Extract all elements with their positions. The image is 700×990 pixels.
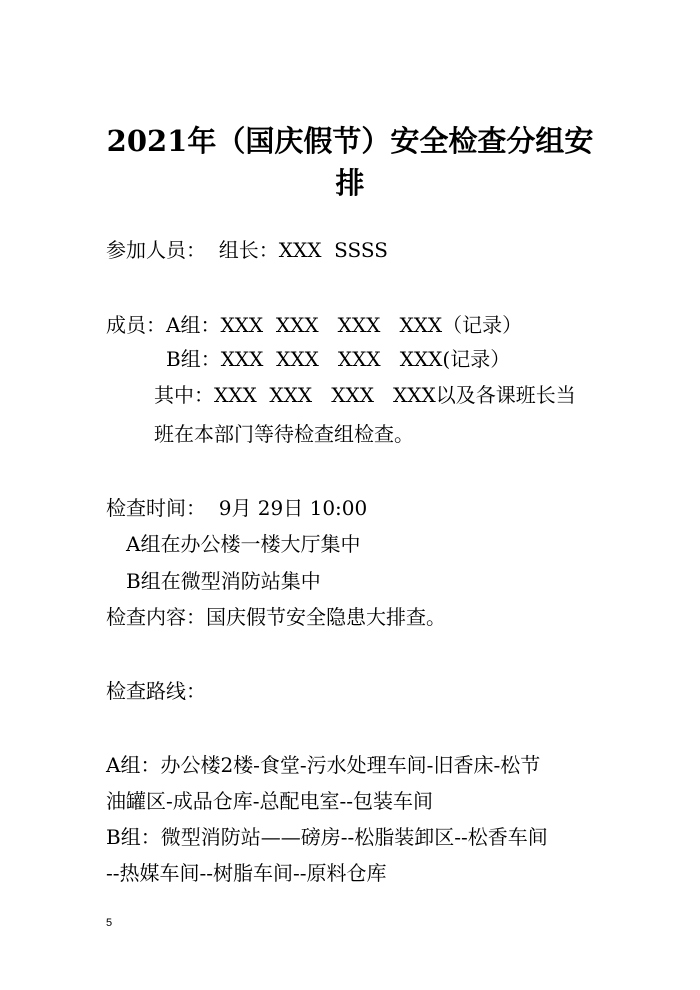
among-line-1: 其中：XXX XXX XXX XXX以及各课班长当 <box>154 383 576 407</box>
route-heading: 检查路线： <box>106 679 206 703</box>
document-title-line-2: 排 <box>335 166 365 200</box>
members-group-a: 成员：A组：XXX XXX XXX XXX（记录） <box>106 313 523 337</box>
route-a-line-2: 油罐区-成品仓库-总配电室--包装车间 <box>106 789 434 813</box>
inspection-time: 检查时间： 9月 29日 10:00 <box>106 496 368 520</box>
group-a-gathering: A组在办公楼一楼大厅集中 <box>126 532 361 556</box>
route-b-line-1: B组：微型消防站——磅房--松脂装卸区--松香车间 <box>106 825 548 849</box>
members-group-b: B组：XXX XXX XXX XXX(记录） <box>166 347 511 371</box>
participants-line: 参加人员： 组长：XXX SSSS <box>106 238 388 262</box>
among-line-2: 班在本部门等待检查组检查。 <box>154 422 414 446</box>
document-title-line-1: 2021年（国庆假节）安全检查分组安 <box>106 124 594 158</box>
route-a-line-1: A组：办公楼2楼-食堂-污水处理车间-旧香床-松节 <box>106 753 541 777</box>
route-b-line-2: --热媒车间--树脂车间--原料仓库 <box>106 861 387 885</box>
page-number: 5 <box>106 917 113 929</box>
inspection-content: 检查内容：国庆假节安全隐患大排查。 <box>106 605 446 629</box>
group-b-gathering: B组在微型消防站集中 <box>126 569 321 593</box>
